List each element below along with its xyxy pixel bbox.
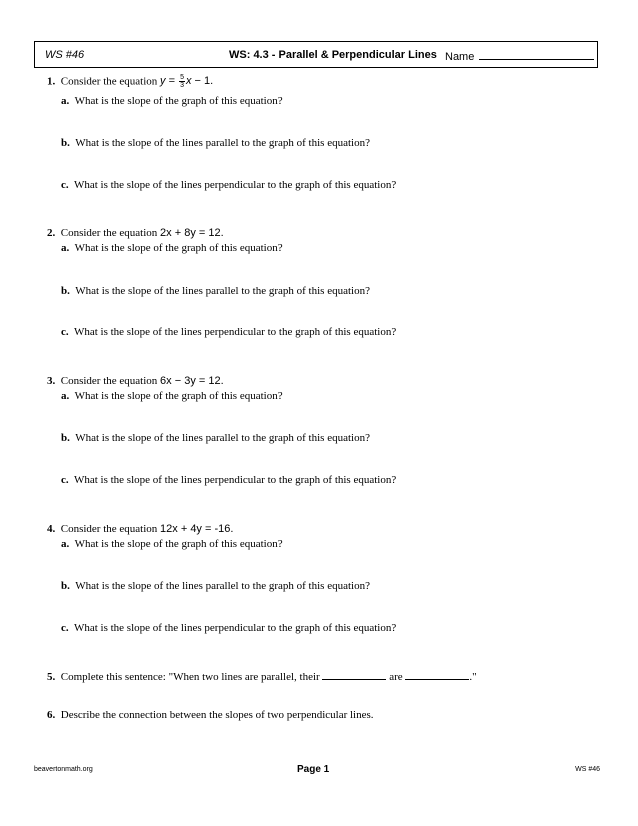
equation: 12x + 4y = -16. (160, 523, 234, 535)
answer-blank-2[interactable] (405, 670, 469, 680)
problem-2 (47, 227, 224, 239)
name-blank-line (479, 49, 594, 60)
question-3a: a. What is the slope of the graph of this equation? (61, 390, 283, 402)
problem-intro: Consider the equation (60, 75, 158, 88)
question-3c: c. What is the slope of the lines perpendicular to the graph of this equation? (61, 474, 397, 486)
equation: 6x − 3y = 12. (160, 375, 224, 387)
equation: 2x + 8y = 12. (160, 227, 224, 239)
problem-text: Describe the connection between the slopes of two perpendicular lines. (60, 709, 374, 721)
problem-number: 5. (47, 671, 56, 683)
problem-intro: Consider the equation (60, 375, 158, 387)
answer-blank-1[interactable] (322, 670, 386, 680)
problem-number: 3. (47, 375, 56, 387)
problem-number: 6. (47, 709, 56, 721)
equation: y = $\frac{5}{3}$ x − 1. (160, 74, 214, 89)
question-2c: c. What is the slope of the lines perpendicular to the graph of this equation? (61, 326, 397, 338)
question-3b: b. What is the slope of the lines parallel to the graph of this equation? (61, 432, 370, 444)
fraction: $\frac{5}{3}$ (180, 74, 184, 89)
problem-3 (47, 375, 224, 387)
question-2a: a. What is the slope of the graph of this equation? (61, 242, 283, 254)
problem-intro: Consider the equation (60, 523, 158, 535)
worksheet-title: WS: 4.3 - Parallel & Perpendicular Lines (229, 49, 437, 61)
footer-worksheet-number: WS #46 (575, 766, 600, 773)
footer-website: beavertonmath.org (34, 766, 93, 773)
question-1c: c. What is the slope of the lines perpendicular to the graph of this equation? (61, 179, 397, 191)
problem-number: 1. (47, 75, 56, 88)
problem-intro: Consider the equation (60, 227, 158, 239)
problem-number: 2. (47, 227, 56, 239)
question-4a: a. What is the slope of the graph of this equation? (61, 538, 283, 550)
question-4c: c. What is the slope of the lines perpendicular to the graph of this equation? (61, 622, 397, 634)
problem-number: 4. (47, 523, 56, 535)
name-label: Name (445, 51, 475, 63)
problem-6 (47, 709, 374, 721)
worksheet-header (34, 41, 598, 68)
problem-4 (47, 523, 233, 535)
question-2b: b. What is the slope of the lines parallel to the graph of this equation? (61, 285, 370, 297)
worksheet-number: WS #46 (45, 49, 85, 61)
question-1a: a. What is the slope of the graph of this equation? (61, 95, 283, 107)
page-number: Page 1 (297, 764, 330, 775)
problem-5: 5. Complete this sentence: "When two lines are parallel, their are ." (47, 671, 477, 683)
problem-1 (47, 74, 213, 89)
question-4b: b. What is the slope of the lines parallel to the graph of this equation? (61, 580, 370, 592)
name-field (445, 49, 594, 63)
question-1b: b. What is the slope of the lines parallel to the graph of this equation? (61, 137, 370, 149)
